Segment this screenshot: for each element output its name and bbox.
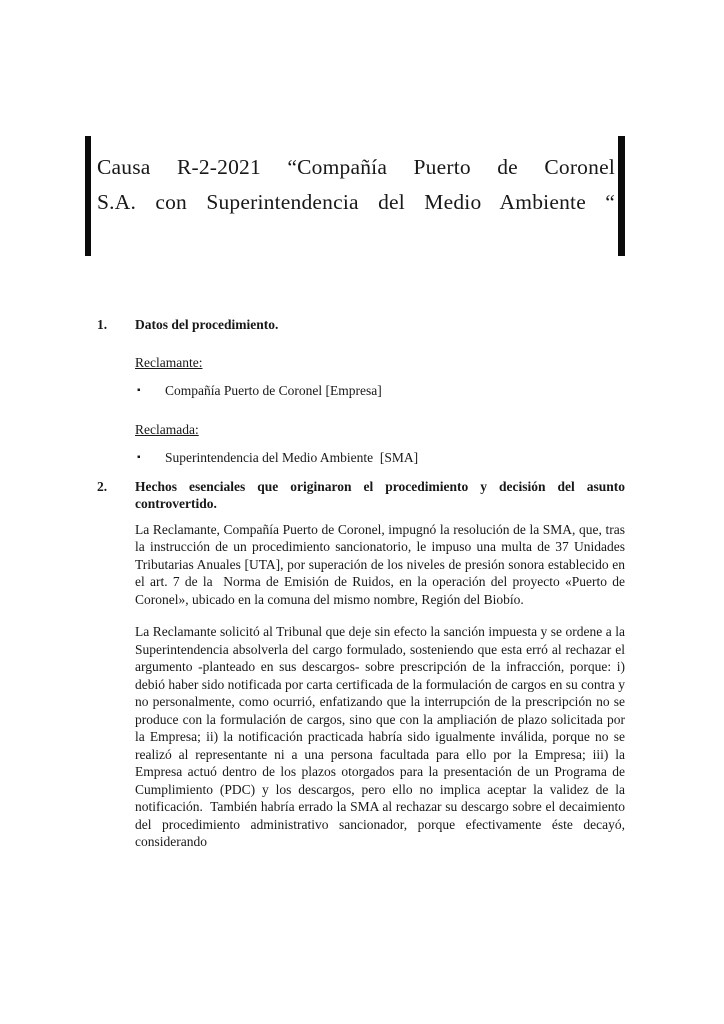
banner-right-bar: [618, 136, 625, 256]
party-name-reclamante: Compañía Puerto de Coronel [Empresa]: [165, 383, 382, 398]
section-2-paragraph-1: La Reclamante, Compañía Puerto de Coronel, impugnó la resolución de la SMA, que, tras la instrucción de un procedimiento sancionatorio, le impuso una multa de 37 Unidades Tributarias Anuales [UTA], por superación de los niveles de presión sonora establecido en el art. 7 de la Norma de Emisión de Ruidos, en la operación del proyecto «Puerto de Coronel», ubicado en la comuna del mismo nombre, Región del Biobío.: [135, 521, 629, 607]
section-1-heading: [97, 316, 625, 334]
case-title-line-1: Causa R-2-2021 “Compañía Puerto de Coronel: [97, 155, 615, 179]
case-title: [91, 136, 618, 256]
square-bullet-icon: ▪: [137, 385, 141, 396]
section-1-title: Datos del procedimiento.: [135, 317, 279, 332]
section-1-number: 1.: [97, 317, 108, 332]
document-body: [97, 316, 629, 851]
square-bullet-icon: ▪: [137, 452, 141, 463]
case-title-line-2: S.A. con Superintendencia del Medio Ambiente “: [97, 190, 615, 214]
party-label-reclamada: Reclamada:: [135, 421, 199, 437]
party-item-reclamante: [137, 382, 625, 400]
party-label-reclamante: Reclamante:: [135, 354, 203, 370]
party-name-reclamada: Superintendencia del Medio Ambiente [SMA]: [165, 450, 419, 465]
section-2-title: Hechos esenciales que originaron el procedimiento y decisión del asunto controvertido.: [135, 478, 625, 511]
party-item-reclamada: [137, 449, 625, 467]
case-title-banner: [85, 136, 625, 256]
section-2-paragraph-2: La Reclamante solicitó al Tribunal que deje sin efecto la sanción impuesta y se ordene a la Superintendencia absolverla del cargo formulado, sosteniendo que esta erró al rechazar el argumento -planteado en sus descargos- sobre prescripción de la infracción, porque: i) debió haber sido notificada por carta certificada de la formulación de cargos en su contra y no personalmente, como ocurrió, enfatizando que la interrupción de la prescripción no se produce con la formulación de cargos, sino que con la ampliación de plazo solicitada por la Empresa; ii) la notificación practicada habría sido igualmente inválida, porque no se realizó al representante ni a una persona facultada para ello por la Empresa; iii) la Empresa actuó dentro de los plazos otorgados para la presentación de un Programa de Cumplimiento (PDC) y los descargos, pero ello no implica aceptar la validez de la notificación. También habría errado la SMA al rechazar su descargo sobre el decaimiento del procedimiento administrativo sancionador, porque efectivamente éste decayó, considerando: [135, 624, 629, 849]
section-2-heading: [97, 478, 625, 513]
section-2-number: 2.: [97, 478, 108, 494]
